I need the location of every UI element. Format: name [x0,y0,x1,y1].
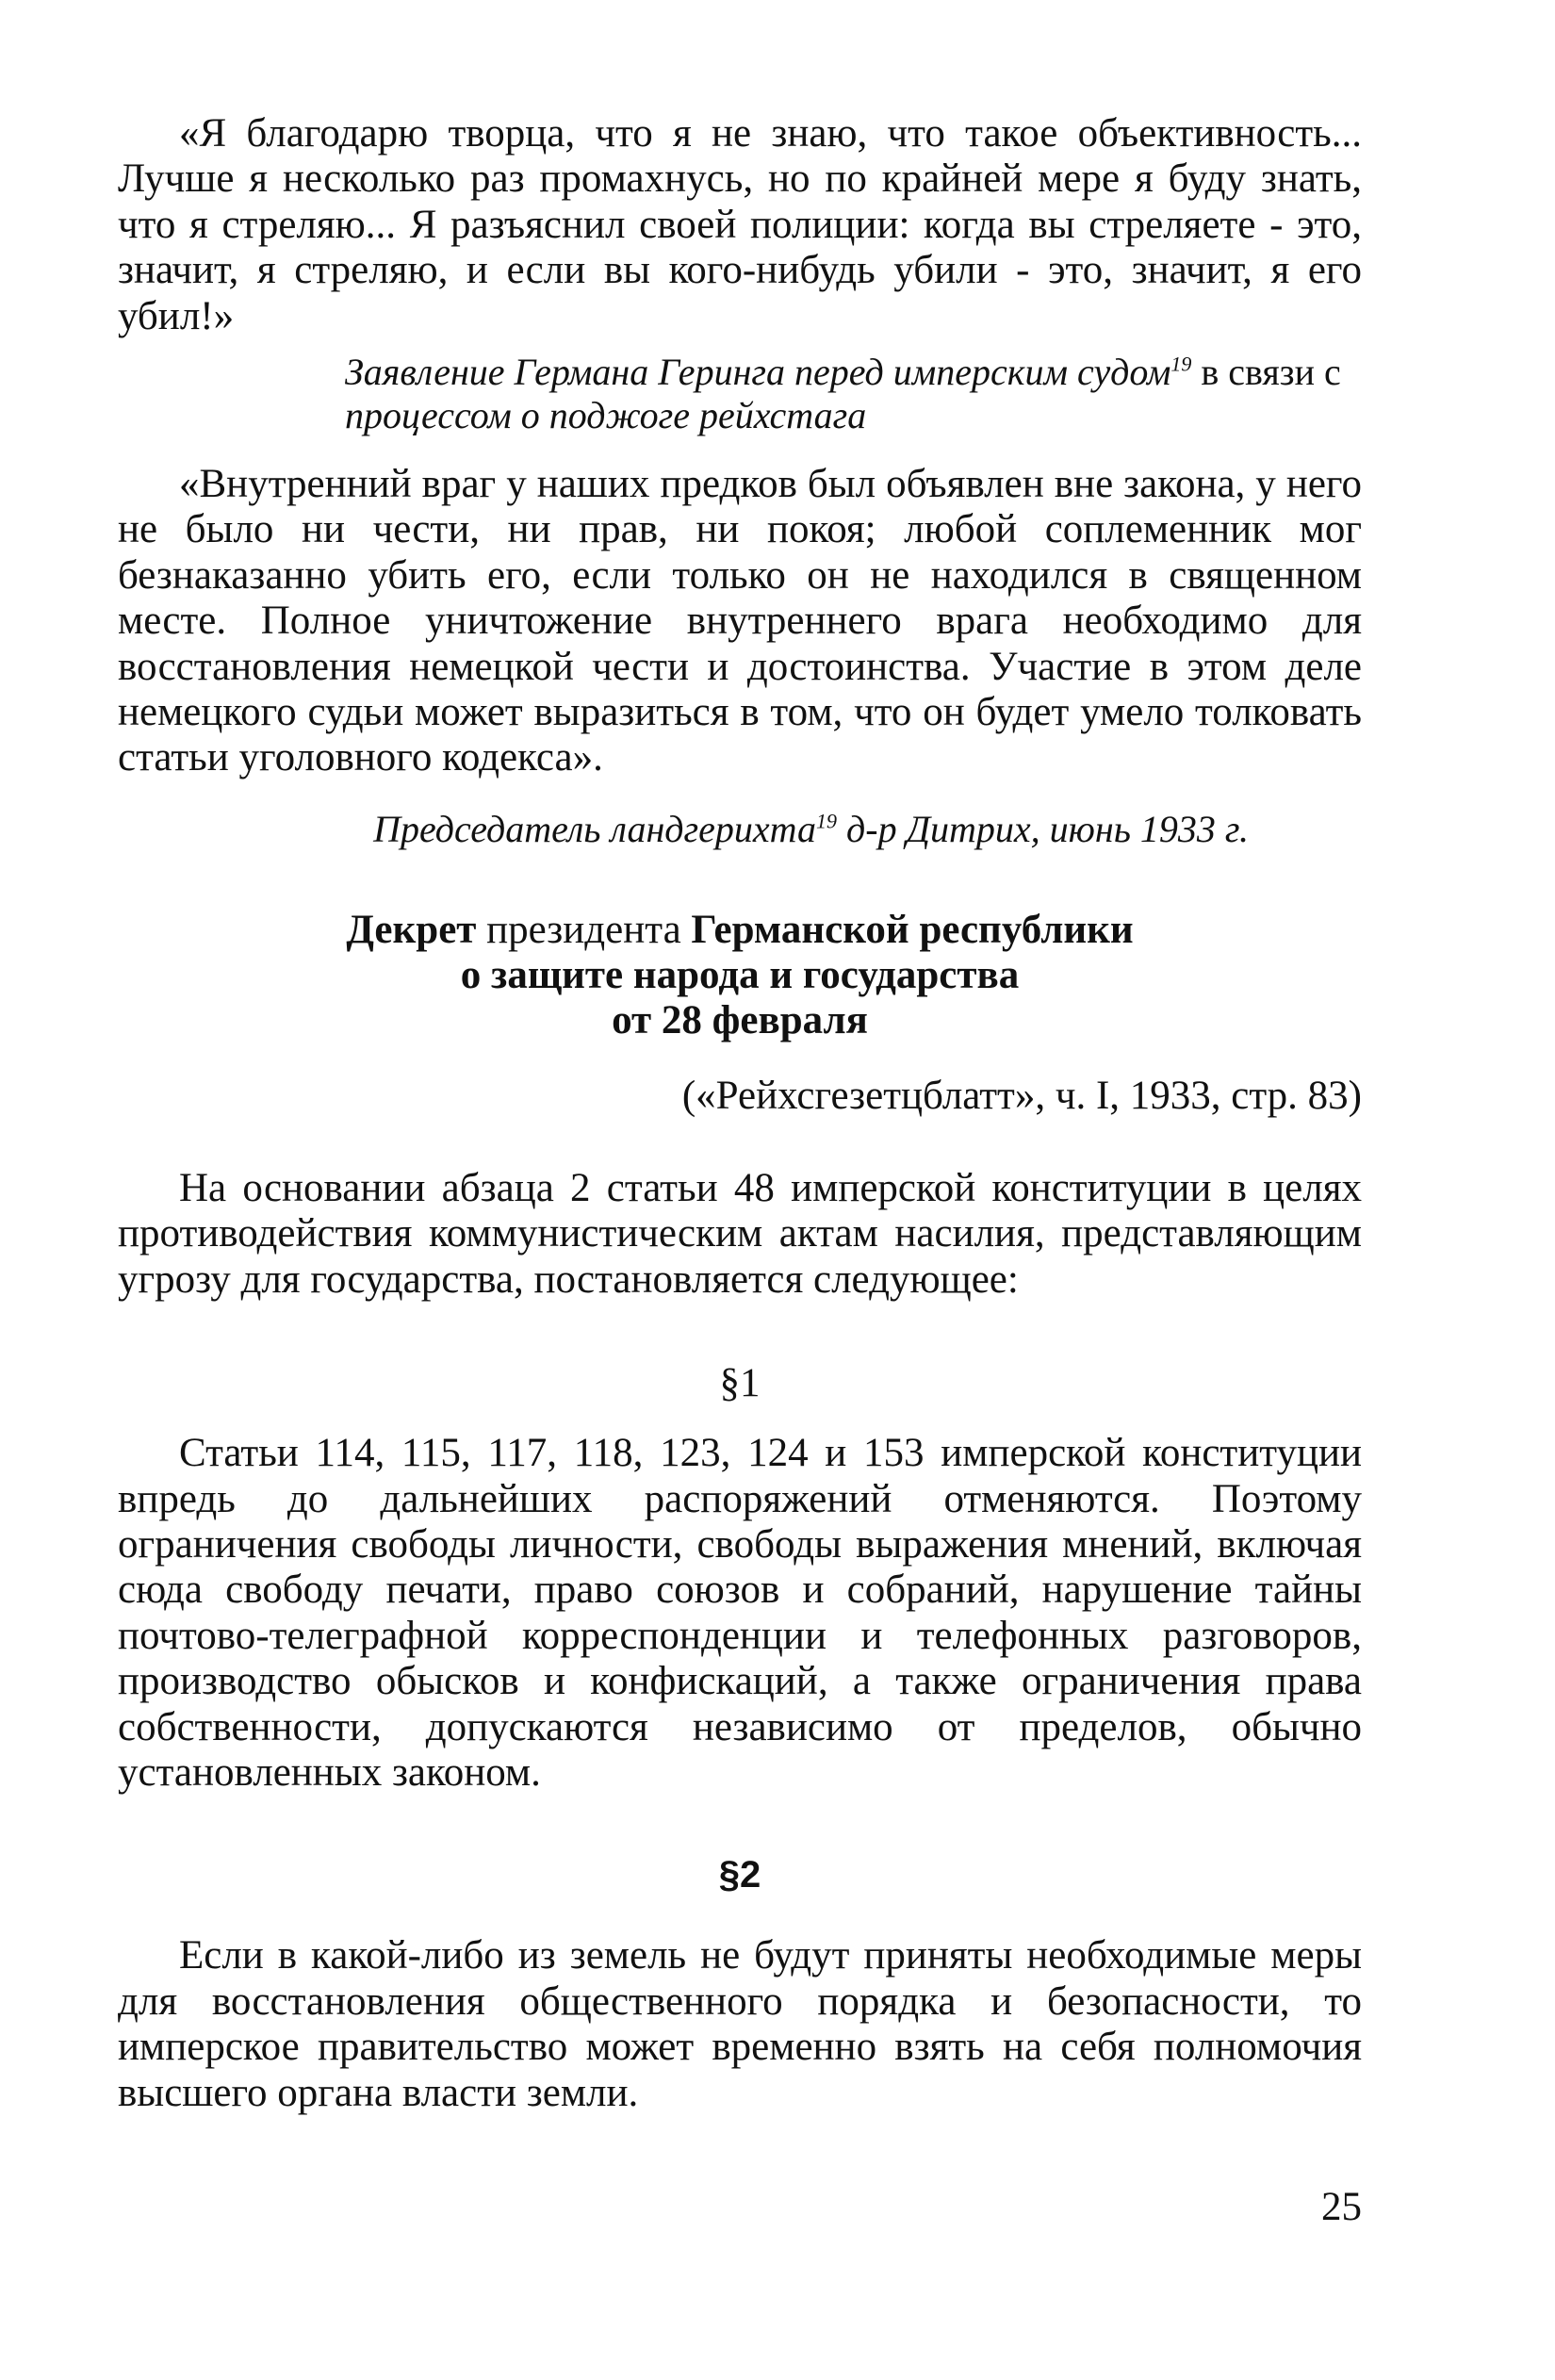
attribution-italic-2: процессом о поджоге рейхстага [345,394,867,437]
attribution-italic: Заявление Германа Геринга перед имперским судом [345,351,1171,394]
dietrich-attribution [118,808,1362,851]
footnote-mark: 19 [1170,352,1192,376]
book-page [118,111,1362,2307]
decree-title-plain: президента [476,907,692,952]
section-2-text: Если в какой-либо из земель не будут приняты необходимые меры для восстановления общественного порядка и безопасности, то имперское правительство может временно взять на себя полномочия высшего органа власти земли. [118,1933,1362,2115]
decree-title-bold-1: Декрет [346,907,477,952]
goering-attribution [345,351,1362,437]
decree-source: («Рейхсгезетцблатт», ч. I, 1933, стр. 83) [681,1073,1362,1118]
decree-preamble: На основании абзаца 2 статьи 48 имперской конституции в целях противодействия коммунистическим актам насилия, представляющим угрозу для государства, постановляется следующее: [118,1165,1362,1302]
dietrich-quote: «Внутренний враг у наших предков был объявлен вне закона, у него не было ни чести, ни прав, ни покоя; любой соплеменник мог безнаказанно убить его, если только он не находился в священном месте. Полное уничтожение внутреннего врага необходимо для восстановления немецкой чести и достоинства. Участие в этом деле немецкого судьи может выразиться в том, что он будет умело толковать статьи уголовного кодекса». [118,462,1362,780]
attribution-part1: Председатель ландгерихта [373,807,817,850]
section-1-heading: §1 [719,1361,761,1406]
footnote-mark-2: 19 [816,809,838,833]
page-number: 25 [1321,2185,1362,2229]
decree-title-line3: от 28 февраля [612,997,868,1042]
section-1-text: Статьи 114, 115, 117, 118, 123, 124 и 153 имперской конституции впредь до дальнейших распоряжений отменяются. Поэтому ограничения свободы личности, свободы выражения мнений, включая сюда свободу печати, право союзов и собраний, нарушение тайны почтово-телеграфной корреспонденции и телефонных разговоров, производство обысков и конфискаций, а также ограничения права собственности, допускаются независимо от пределов, обычно установленных законом. [118,1431,1362,1795]
decree-title-line2: о защите народа и государства [460,952,1020,997]
goering-quote: «Я благодарю творца, что я не знаю, что такое объективность... Лучше я несколько раз промахнусь, но по крайней мере я буду знать, что я стреляю... Я разъяснил своей полиции: когда вы стреляете - это, значит, я стреляю, и если вы кого-нибудь убили - это, значит, я его убил!» [118,111,1362,338]
attribution-plain: в связи с [1191,351,1341,394]
decree-title [118,908,1362,1043]
decree-title-bold-2: Германской республики [691,907,1134,952]
section-2-heading: §2 [718,1854,761,1896]
attribution-part2: д-р Дитрих, июнь 1933 г. [837,807,1249,850]
